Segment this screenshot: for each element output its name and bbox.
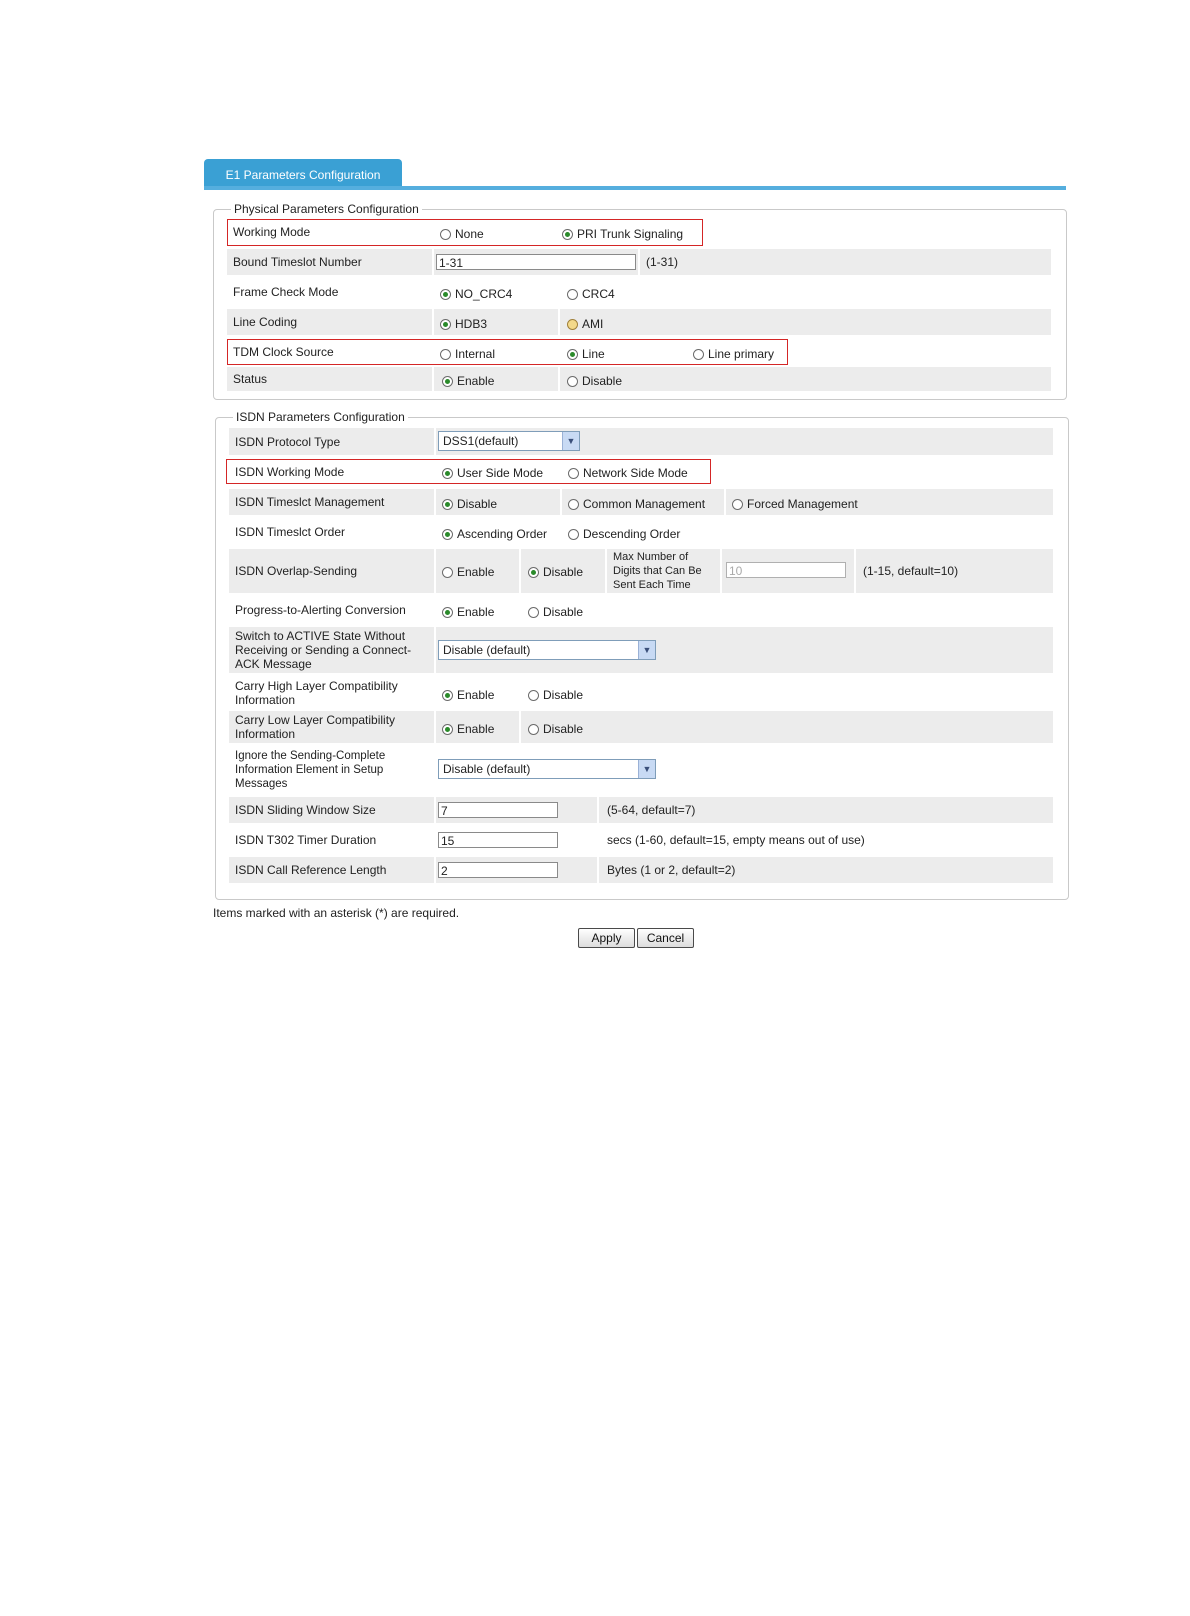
radio-circle <box>567 376 578 387</box>
cell-sep <box>434 711 436 743</box>
option-label: HDB3 <box>455 317 488 331</box>
option-label: CRC4 <box>582 287 615 301</box>
radio-hlc-enable[interactable] <box>442 688 494 702</box>
radio-hdb3[interactable] <box>440 317 487 331</box>
cell-sep <box>432 249 434 275</box>
option-label: Disable <box>543 565 584 579</box>
isdn-working-mode-label: ISDN Working Mode <box>235 465 345 479</box>
tab-label: E1 Parameters Configuration <box>225 168 381 182</box>
cell-sep <box>720 549 722 593</box>
call-ref-hint: Bytes (1 or 2, default=2) <box>607 863 736 877</box>
cell-sep <box>854 549 856 593</box>
radio-crc4[interactable] <box>567 287 615 301</box>
cell-sep <box>434 549 436 593</box>
cell-sep <box>519 549 521 593</box>
option-label: User Side Mode <box>457 466 544 480</box>
chevron-down-icon: ▼ <box>638 641 655 659</box>
label-line: Information <box>235 727 296 741</box>
ignore-sending-complete-select[interactable] <box>438 759 656 779</box>
chevron-down-icon: ▼ <box>638 760 655 778</box>
apply-button[interactable]: Apply <box>578 928 635 948</box>
radio-no-crc4[interactable] <box>440 287 512 301</box>
isdn-protocol-label: ISDN Protocol Type <box>235 435 341 449</box>
option-label: Disable <box>457 497 498 511</box>
max-digits-line: Sent Each Time <box>613 579 691 591</box>
row-ignore-sending-complete <box>229 747 1053 793</box>
sliding-window-label: ISDN Sliding Window Size <box>235 803 376 817</box>
radio-status-enable[interactable] <box>442 374 494 388</box>
row-status <box>227 367 1051 391</box>
row-frame-check <box>227 279 1051 305</box>
radio-hlc-disable[interactable] <box>528 688 583 702</box>
carry-hlc-label <box>235 679 398 707</box>
option-label: Network Side Mode <box>583 466 688 480</box>
row-switch-active <box>229 627 1053 673</box>
label-line: Information Element in Setup <box>235 764 384 776</box>
cell-sep <box>558 367 560 391</box>
isdn-protocol-select[interactable] <box>438 431 580 451</box>
option-label: Line <box>582 347 605 361</box>
row-carry-llc <box>229 711 1053 743</box>
radio-circle <box>568 529 579 540</box>
radio-overlap-enable[interactable] <box>442 565 494 579</box>
cell-sep <box>432 309 434 335</box>
timeslot-mgmt-label: ISDN Timeslct Management <box>235 495 385 509</box>
cell-sep <box>605 549 607 593</box>
option-label: Enable <box>457 565 495 579</box>
option-label: Disable <box>582 374 623 388</box>
cell-sep <box>558 309 560 335</box>
max-digits-label <box>613 550 702 592</box>
radio-circle <box>568 499 579 510</box>
select-value: Disable (default) <box>443 643 531 657</box>
radio-mgmt-disable[interactable] <box>442 497 497 511</box>
radio-circle <box>440 319 451 330</box>
option-label: Enable <box>457 605 495 619</box>
call-ref-label: ISDN Call Reference Length <box>235 863 387 877</box>
option-label: Descending Order <box>583 527 681 541</box>
option-label: Common Management <box>583 497 706 511</box>
required-note: Items marked with an asterisk (*) are required. <box>213 906 460 920</box>
option-label: Disable <box>543 605 584 619</box>
radio-circle <box>567 319 578 330</box>
t302-input[interactable]: 15 <box>438 832 558 848</box>
row-line-coding <box>227 309 1051 335</box>
cell-sep <box>724 489 726 515</box>
option-label: PRI Trunk Signaling <box>577 227 684 241</box>
switch-active-label <box>235 629 411 671</box>
t302-label: ISDN T302 Timer Duration <box>235 833 377 847</box>
tab-underline <box>204 186 1066 190</box>
bound-timeslot-label: Bound Timeslot Number <box>233 255 362 269</box>
max-digits-line: Max Number of <box>613 551 689 563</box>
row-timeslot-mgmt <box>229 489 1053 515</box>
option-label: Disable <box>543 722 584 736</box>
option-label: Line primary <box>708 347 775 361</box>
cell-sep <box>560 489 562 515</box>
bound-timeslot-hint: (1-31) <box>646 255 679 269</box>
option-label: Internal <box>455 347 496 361</box>
radio-circle <box>528 567 539 578</box>
radio-circle <box>442 607 453 618</box>
sliding-window-hint: (5-64, default=7) <box>607 803 696 817</box>
cell-sep <box>434 627 436 673</box>
chevron-down-icon: ▼ <box>562 432 579 450</box>
cell-sep <box>434 489 436 515</box>
max-digits-line: Digits that Can Be <box>613 565 702 577</box>
frame-check-label: Frame Check Mode <box>233 285 339 299</box>
radio-mgmt-forced[interactable] <box>732 497 858 511</box>
radio-overlap-disable[interactable] <box>528 565 583 579</box>
label-line: Receiving or Sending a Connect- <box>235 643 412 657</box>
timeslot-order-label: ISDN Timeslct Order <box>235 525 346 539</box>
option-label: AMI <box>582 317 604 331</box>
option-label: Enable <box>457 688 495 702</box>
row-isdn-protocol <box>229 428 1053 455</box>
radio-circle <box>528 724 539 735</box>
radio-llc-disable[interactable] <box>528 722 583 736</box>
radio-circle <box>528 690 539 701</box>
highlight-isdn-working-mode <box>226 459 711 484</box>
radio-circle <box>442 376 453 387</box>
label-line: Information <box>235 693 296 707</box>
row-carry-hlc <box>229 677 1053 709</box>
row-overlap-sending <box>229 549 1053 593</box>
bound-timeslot-input[interactable]: 1-31 <box>436 254 636 270</box>
radio-circle <box>442 724 453 735</box>
label-line: Messages <box>235 778 288 790</box>
tab-e1-parameters[interactable] <box>204 159 402 189</box>
cell-sep <box>597 857 599 883</box>
cell-sep <box>432 367 434 391</box>
option-label: Enable <box>457 374 495 388</box>
row-progress-alerting <box>229 597 1053 623</box>
sliding-window-input[interactable]: 7 <box>438 802 558 818</box>
cell-sep <box>434 797 436 823</box>
radio-mgmt-common[interactable] <box>568 497 705 511</box>
highlight-working-mode <box>227 219 703 246</box>
max-digits-hint: (1-15, default=10) <box>863 564 959 578</box>
radio-circle <box>442 529 453 540</box>
radio-circle <box>528 607 539 618</box>
line-coding-label: Line Coding <box>233 315 298 329</box>
option-label: Enable <box>457 722 495 736</box>
cell-sep <box>434 428 436 455</box>
select-value: DSS1(default) <box>443 434 519 448</box>
call-ref-input[interactable]: 2 <box>438 862 558 878</box>
option-label: Ascending Order <box>457 527 548 541</box>
radio-status-disable[interactable] <box>567 374 622 388</box>
radio-circle <box>442 567 453 578</box>
t302-hint: secs (1-60, default=15, empty means out of use) <box>607 833 865 847</box>
option-label: NO_CRC4 <box>455 287 513 301</box>
status-label: Status <box>233 372 268 386</box>
cancel-button[interactable]: Cancel <box>637 928 694 948</box>
working-mode-label: Working Mode <box>233 225 311 239</box>
radio-progress-enable[interactable] <box>442 605 494 619</box>
max-digits-input[interactable]: 10 <box>726 562 846 578</box>
physical-parameters-legend: Physical Parameters Configuration <box>231 202 422 216</box>
cell-sep <box>434 857 436 883</box>
select-value: Disable (default) <box>443 762 531 776</box>
cell-sep <box>638 249 640 275</box>
radio-ascending[interactable] <box>442 527 547 541</box>
option-label: None <box>455 227 484 241</box>
radio-llc-enable[interactable] <box>442 722 494 736</box>
label-line: Ignore the Sending-Complete <box>235 750 386 762</box>
switch-active-select[interactable] <box>438 640 656 660</box>
cell-sep <box>597 797 599 823</box>
progress-alerting-label: Progress-to-Alerting Conversion <box>235 603 406 617</box>
radio-circle <box>567 289 578 300</box>
row-bound-timeslot <box>227 249 1051 275</box>
row-call-ref <box>229 857 1053 883</box>
option-label: Forced Management <box>747 497 858 511</box>
row-t302 <box>229 827 1053 853</box>
radio-circle <box>442 499 453 510</box>
highlight-tdm-clock <box>227 339 788 365</box>
label-line: Switch to ACTIVE State Without <box>235 629 406 643</box>
isdn-parameters-legend: ISDN Parameters Configuration <box>233 410 408 424</box>
radio-progress-disable[interactable] <box>528 605 583 619</box>
radio-descending[interactable] <box>568 527 680 541</box>
radio-circle <box>442 690 453 701</box>
option-label: Disable <box>543 688 584 702</box>
radio-circle <box>732 499 743 510</box>
radio-circle <box>440 289 451 300</box>
row-sliding-window <box>229 797 1053 823</box>
label-line: Carry Low Layer Compatibility <box>235 713 396 727</box>
radio-ami[interactable] <box>567 317 603 331</box>
overlap-sending-label: ISDN Overlap-Sending <box>235 564 358 578</box>
ignore-sending-complete-label <box>235 749 385 791</box>
cell-sep <box>519 711 521 743</box>
carry-llc-label <box>235 713 395 741</box>
label-line: ACK Message <box>235 657 312 671</box>
label-line: Carry High Layer Compatibility <box>235 679 398 693</box>
tdm-clock-label: TDM Clock Source <box>233 345 334 359</box>
row-timeslot-order <box>229 519 1053 545</box>
